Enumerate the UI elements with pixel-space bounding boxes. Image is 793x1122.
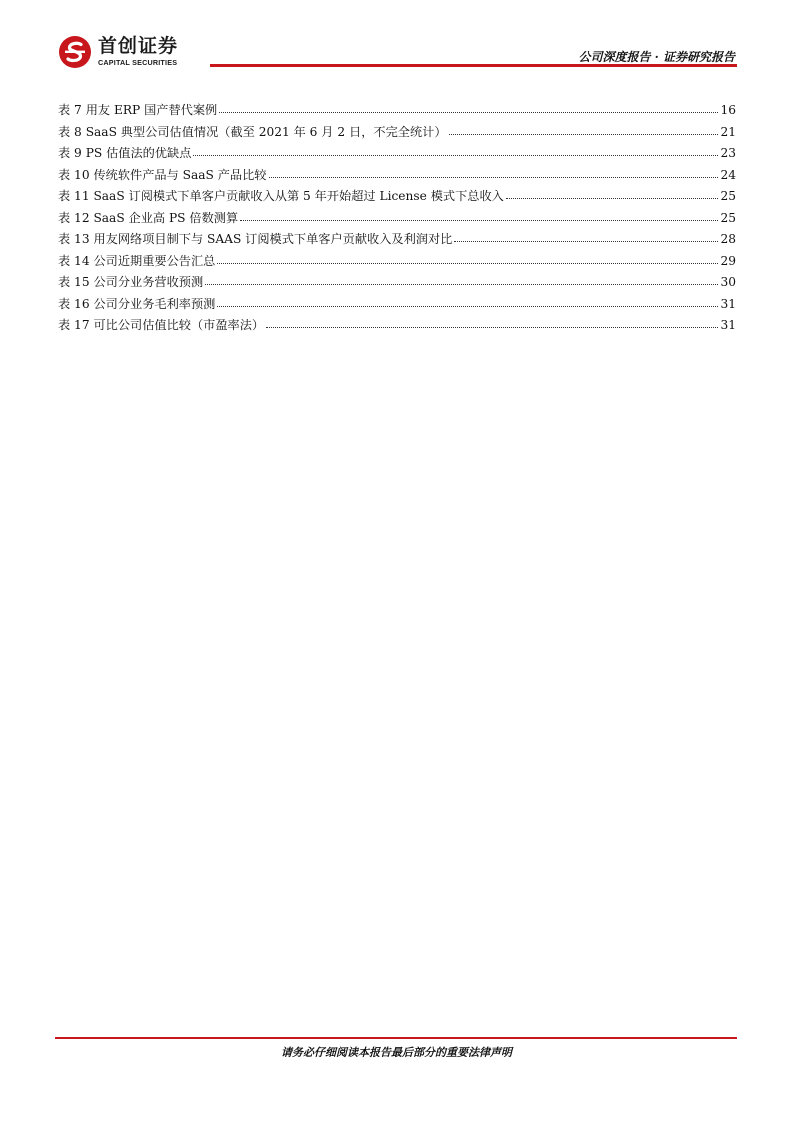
toc-dot-leader [269,165,719,178]
footer-divider [55,1037,737,1039]
toc-dot-leader [449,122,719,135]
capital-securities-logo-icon [58,35,92,69]
toc-entry[interactable] [58,209,736,231]
toc-entry-page-number: 31 [720,296,736,311]
toc-entry-label: 表 7 用友 ERP 国产替代案例 [58,103,218,117]
toc-dot-leader [193,143,718,156]
table-of-tables [58,101,736,338]
toc-entry[interactable] [58,123,736,145]
toc-entry-page-number: 25 [720,210,736,225]
toc-dot-leader [219,100,718,113]
legal-disclaimer-notice: 请务必仔细阅读本报告最后部分的重要法律声明 [281,1046,512,1059]
toc-entry-page-number: 25 [720,189,736,203]
toc-dot-leader [506,186,719,199]
toc-entry-label: 表 12 SaaS 企业高 PS 倍数测算 [58,210,239,225]
toc-entry[interactable] [58,166,736,188]
logo-chinese-name: 首创证券 [98,35,179,58]
toc-entry-label: 表 17 可比公司估值比较（市盈率法） [58,318,265,332]
toc-entry-label: 表 13 用友网络项目制下与 SAAS 订阅模式下单客户贡献收入及利润对比 [58,232,453,246]
header-divider [210,64,737,67]
toc-entry[interactable] [58,273,736,295]
toc-entry-label: 表 16 公司分业务毛利率预测 [58,296,216,311]
toc-entry-label: 表 8 SaaS 典型公司估值情况（截至 2021 年 6 月 2 日，不完全统计） [58,124,447,139]
toc-entry[interactable] [58,187,736,209]
toc-entry[interactable] [58,252,736,274]
toc-dot-leader [217,251,718,264]
toc-entry-page-number: 23 [720,146,736,160]
toc-entry[interactable] [58,316,736,338]
toc-entry-label: 表 10 传统软件产品与 SaaS 产品比较 [58,167,267,182]
toc-entry[interactable] [58,144,736,166]
toc-dot-leader [454,229,718,242]
toc-dot-leader [205,272,718,285]
toc-entry-page-number: 30 [720,275,736,289]
logo-english-name: CAPITAL SECURITIES [98,58,178,68]
toc-entry-label: 表 15 公司分业务营收预测 [58,275,204,289]
toc-dot-leader [217,294,718,307]
logo-wordmark [98,37,178,66]
toc-entry-label: 表 11 SaaS 订阅模式下单客户贡献收入从第 5 年开始超过 License 模式下总收入 [58,189,504,203]
toc-entry-page-number: 31 [720,318,736,332]
toc-entry-page-number: 21 [720,124,736,139]
toc-entry-label: 表 9 PS 估值法的优缺点 [58,146,192,160]
toc-entry-page-number: 16 [720,103,736,117]
page-header [0,0,793,70]
toc-entry-label: 表 14 公司近期重要公告汇总 [58,253,216,268]
toc-entry[interactable] [58,101,736,123]
toc-entry[interactable] [58,295,736,317]
toc-dot-leader [266,315,718,328]
toc-dot-leader [240,208,718,221]
toc-entry-page-number: 28 [720,232,736,246]
toc-entry-page-number: 29 [720,253,736,268]
report-type-title: 公司深度报告 · 证券研究报告 [578,50,735,64]
toc-entry[interactable] [58,230,736,252]
toc-entry-page-number: 24 [720,167,736,182]
